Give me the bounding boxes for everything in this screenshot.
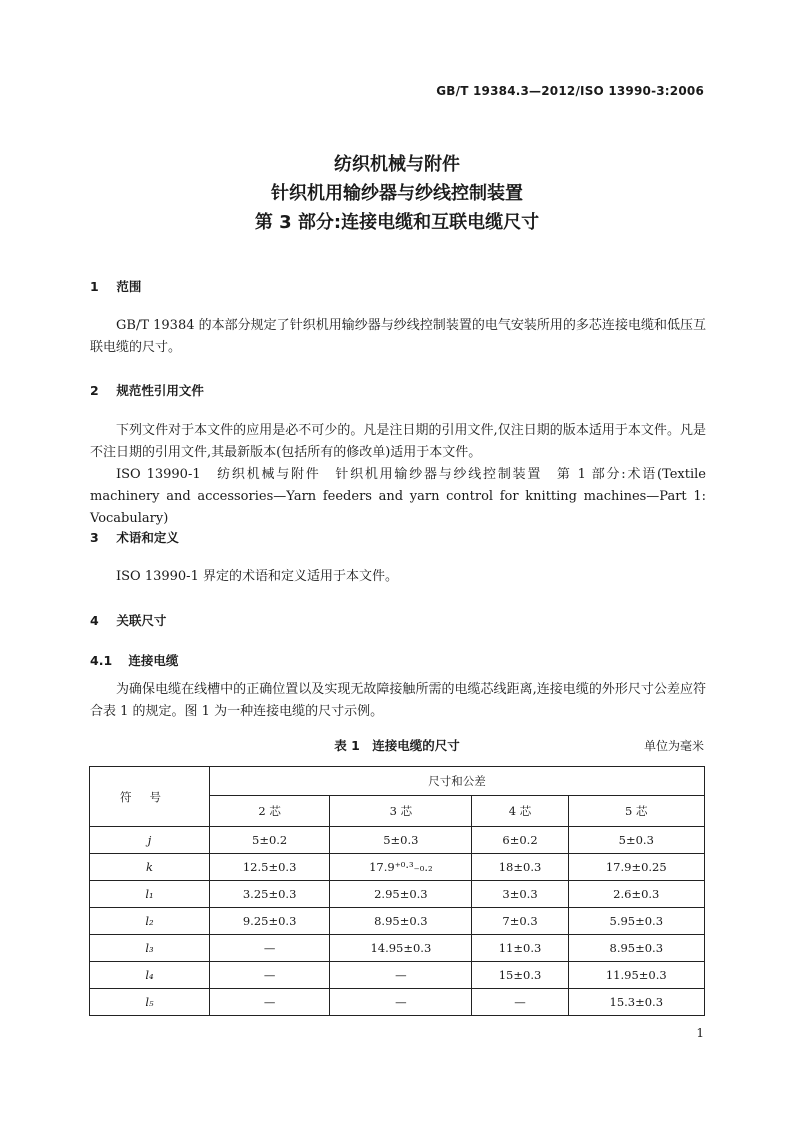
- section-3-heading: [90, 528, 179, 546]
- section-title: 范围: [116, 279, 142, 294]
- value-cell: 2.6±0.3: [568, 881, 704, 908]
- section-number: 4.1: [90, 653, 113, 668]
- value-cell: —: [210, 935, 330, 962]
- table-header-row: [90, 767, 705, 796]
- table-row: [90, 881, 705, 908]
- value-cell: 15±0.3: [472, 962, 568, 989]
- paragraph-text: 为确保电缆在线槽中的正确位置以及实现无故障接触所需的电缆芯线距离,连接电缆的外形尺寸公差应符合表 1 的规定。图 1 为一种连接电缆的尺寸示例。: [90, 682, 706, 719]
- table-row: [90, 827, 705, 854]
- value-cell: —: [472, 989, 568, 1016]
- value-cell: —: [210, 989, 330, 1016]
- symbol-cell: k: [90, 854, 210, 881]
- table-row: [90, 854, 705, 881]
- section-4-1-paragraph: [90, 679, 706, 723]
- symbol-header: 符号: [90, 767, 210, 827]
- group-header: 尺寸和公差: [210, 767, 705, 796]
- table-row: [90, 962, 705, 989]
- title-line-2: 针织机用输纱器与纱线控制装置: [271, 183, 523, 204]
- dimensions-table: [89, 766, 705, 1016]
- section-2-paragraph-2: [90, 464, 706, 530]
- section-4-1-heading: [90, 651, 178, 669]
- table-row: [90, 935, 705, 962]
- paragraph-text: 下列文件对于本文件的应用是必不可少的。凡是注日期的引用文件,仅注日期的版本适用于本文件。凡是不注日期的引用文件,其最新版本(包括所有的修改单)适用于本文件。: [90, 423, 706, 460]
- value-cell: 9.25±0.3: [210, 908, 330, 935]
- table-caption: 表 1 连接电缆的尺寸: [334, 738, 460, 753]
- value-cell: 17.9⁺⁰·³₋₀.₂: [330, 854, 472, 881]
- document-title: [0, 150, 794, 237]
- value-cell: 15.3±0.3: [568, 989, 704, 1016]
- column-header: 5 芯: [568, 796, 704, 827]
- section-title: 术语和定义: [116, 530, 179, 545]
- symbol-cell: l₄: [90, 962, 210, 989]
- table-row: [90, 989, 705, 1016]
- section-1-paragraph: [90, 315, 706, 359]
- section-number: 2: [90, 383, 99, 398]
- symbol-cell: l₁: [90, 881, 210, 908]
- section-number: 1: [90, 279, 99, 294]
- value-cell: 18±0.3: [472, 854, 568, 881]
- column-header: 3 芯: [330, 796, 472, 827]
- section-2-paragraph-1: [90, 420, 706, 464]
- title-line-1: 纺织机械与附件: [334, 154, 460, 175]
- symbol-cell: l₅: [90, 989, 210, 1016]
- section-1-heading: [90, 277, 141, 295]
- value-cell: 14.95±0.3: [330, 935, 472, 962]
- column-header: 4 芯: [472, 796, 568, 827]
- symbol-cell: l₂: [90, 908, 210, 935]
- value-cell: 5±0.3: [330, 827, 472, 854]
- section-3-paragraph: [90, 566, 706, 588]
- value-cell: 2.95±0.3: [330, 881, 472, 908]
- symbol-cell: l₃: [90, 935, 210, 962]
- paragraph-text: ISO 13990-1 界定的术语和定义适用于本文件。: [116, 569, 398, 584]
- paragraph-text: ISO 13990-1 纺织机械与附件 针织机用输纱器与纱线控制装置 第 1 部分:术语(Textile machinery and accessories—Yarn feeders and yarn control for knitting machines—Part 1: Vocabulary): [90, 467, 706, 526]
- section-number: 4: [90, 613, 99, 628]
- symbol-cell: j: [90, 827, 210, 854]
- value-cell: 17.9±0.25: [568, 854, 704, 881]
- value-cell: 5±0.3: [568, 827, 704, 854]
- value-cell: 3±0.3: [472, 881, 568, 908]
- section-4-heading: [90, 611, 166, 629]
- section-2-heading: [90, 381, 204, 399]
- value-cell: 11±0.3: [472, 935, 568, 962]
- section-title: 关联尺寸: [116, 613, 167, 628]
- table-unit: 单位为毫米: [643, 739, 704, 753]
- value-cell: 5.95±0.3: [568, 908, 704, 935]
- paragraph-text: GB/T 19384 的本部分规定了针织机用输纱器与纱线控制装置的电气安装所用的多芯连接电缆和低压互联电缆的尺寸。: [90, 318, 706, 355]
- value-cell: 7±0.3: [472, 908, 568, 935]
- value-cell: —: [330, 962, 472, 989]
- standard-code: GB/T 19384.3—2012/ISO 13990-3:2006: [436, 84, 704, 98]
- column-header: 2 芯: [210, 796, 330, 827]
- section-number: 3: [90, 530, 99, 545]
- value-cell: —: [330, 989, 472, 1016]
- value-cell: 8.95±0.3: [568, 935, 704, 962]
- value-cell: 5±0.2: [210, 827, 330, 854]
- table-row: [90, 908, 705, 935]
- value-cell: 8.95±0.3: [330, 908, 472, 935]
- value-cell: 12.5±0.3: [210, 854, 330, 881]
- value-cell: —: [210, 962, 330, 989]
- value-cell: 3.25±0.3: [210, 881, 330, 908]
- section-title: 连接电缆: [128, 653, 179, 668]
- page-number: 1: [696, 1026, 704, 1040]
- section-title: 规范性引用文件: [116, 383, 204, 398]
- title-line-3: 第 3 部分:连接电缆和互联电缆尺寸: [254, 212, 540, 233]
- value-cell: 11.95±0.3: [568, 962, 704, 989]
- value-cell: 6±0.2: [472, 827, 568, 854]
